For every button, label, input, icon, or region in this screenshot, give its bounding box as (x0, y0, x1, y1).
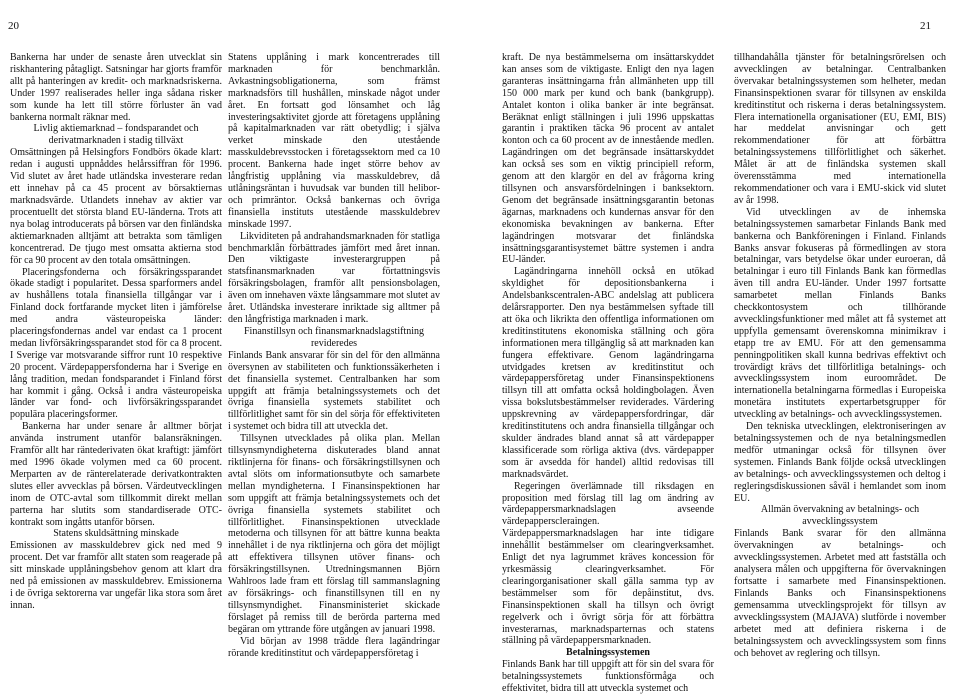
page-number-right: 21 (920, 20, 931, 32)
column-4 (734, 52, 946, 659)
paragraph: Bankerna har under de senaste åren utvecklat sin riskhantering påtagligt. Satsningar har gjorts framför allt på hanteringen av kredit- och marknadsriskerna. Under 1997 realiserades heller inga sådana risker som kunde ha lett till större förluster än vad bankerna normalt räknar med. (10, 52, 222, 123)
page-number-left: 20 (8, 20, 19, 32)
paragraph: kraft. De nya bestämmelserna om insättarskyddet kan anses som de viktigaste. Enligt den nya lagen garanteras insättningarna från allmänheten upp till 150 000 mark per kund och bank (bankgrupp). Antalet konton i olika banker är inte begränsat. Beräknat enligt ställningen i juli 1996 uppskattas garantin i praktiken täcka 96 procent av antalet konton och ca 60 procent av de innestående medlen. Lagändringen om det begränsade insättarskyddet kan också ses som en viktig principiell reform, genom att den klargör en del av frågorna kring tillsynen och ansvarsfördelningen i banksektorn. Genom det begränsade insättningsgarantin betonas ägarnas, marknadens och kundernas ansvar för den ekonomiska bevakningen av bankerna. Efter lagändringen motsvarar det finländska insättningsgarantisystemet bättre systemen i andra EU-länder. (502, 52, 714, 266)
section-heading: Statens skuldsättning minskade (53, 528, 179, 540)
paragraph: Finlands Bank har till uppgift att för sin del svara för betalningssystemets funktionsförmåga och effektivitet, bidra till att utveckla systemet och (502, 659, 714, 695)
paragraph: Vid utvecklingen av de inhemska betalningssystemen samarbetar Finlands Bank med bankerna och Bankföreningen i Finland. Finlands Banks ansvar fokuseras på förmedlingen av stora betalningar, vars betydelse ökar under euroeran, då betalningar i euro till Finlands Bank kan förmedlas även till andra EU-länder. Under 1997 fortsatte samarbetet mellan Finlands Banks checkkontosystem och tillhörande avvecklingsfunktioner med målet att få systemet att uppfylla gemensamt överenskomna minimikrav i etapp tre av EMU. För att den gemensamma penningpolitiken skall kunna bedrivas effektivt och trovärdigt krävs det tillförlitliga betalnings- och avvecklingssystem inom euroområdet. De internationella betalningarna förmedlas i Europeiska monetära institutets expertarbetsgrupper för utveckling av betalnings- och avvecklingssystemen. (734, 206, 946, 421)
paragraph: Finlands Bank svarar för den allmänna övervakningen av betalnings- och avvecklingssystemen. Arbetet med att fastställa och analysera målen och uppgifterna för övervakningen fortsatte i samarbete med Finansinspektionen. Finlands Banks och Finansinspektionens gemensamma utvecklingsprojekt för tillsyn av avvecklingssystem (MAJAVA) slutförde i november arbetet med att definiera riskerna i de betalningssystem och avvecklingssystem som finns och behovet av reglering och tillsyn. (734, 528, 946, 659)
paragraph: Tillsynen utvecklades på olika plan. Mellan tillsynsmyndigheterna diskuterades bland annat riktlinjerna för finans- och försäkringstillsynen och avtal slöts om informationsutbyte och samarbete mellan myndigheterna. I Finansinspektionen har som uppgift att främja betalningssystemets och det övriga finansiella systemets stabilitet och tillförlitlighet. Finansinspektionen utvecklade metoderna och tillsynen för att bättre kunna beakta innehållet i de nya riktlinjerna och göra det möjligt att effektivera tillsynen utöver finans- och försäkringstillsynen. Utredningsmannen Björn Wahlroos lade fram ett förslag till sammanslagning av försäkrings- och finanstillsynen till en ny tillsynsmyndighet. Finansministeriet skickade förslaget på remiss till de berörda parterna med begäran om yttrande före utgången av januari 1998. (228, 433, 440, 635)
section-heading: Allmän övervakning av betalnings- och avvecklingssystem (760, 504, 920, 528)
paragraph: Statens upplåning i mark koncentrerades till marknaden för benchmarklån. Avkastningsobligationerna, som främst marknadsförs till hushållen, minskade något under året. En fortsatt god lönsamhet och låg investeringsaktivitet gjorde att företagens upplåning på kapitalmarknaden var rätt obetydlig; i själva verket minskade den utestående masskuldebrevsstocken i företagssektorn med ca 10 procent. Bankerna hade inget större behov av långfristig upplåning via masskuldebrev, då utlåningsräntan i huvudsak var bunden till helibor- och primräntor. Också bankernas och övriga finansiella instituts utestående masskuldebrev minskade 1997. (228, 52, 440, 230)
section-heading: Finanstillsyn och finansmarknadslagstiftning revideredes (244, 325, 424, 349)
column-3 (502, 52, 714, 695)
paragraph: Den tekniska utvecklingen, elektroniseringen av betalningssystemen och de nya betalningsmedlen medför utmaningar också för tillsynen över systemen. Finlands Bank följde också utvecklingen av betalnings- och avvecklingssystemen och deltog i regleringsdiskussionen såväl i hemlandet som inom EU. (734, 421, 946, 504)
section-heading: Betalningssystemen (566, 647, 650, 659)
paragraph: tillhandahålla tjänster för betalningsrörelsen och avvecklingen av betalningar. Centralbanken övervakar betalningssystemen som helheter, medan Finansinspektionen svarar för tillsynen av enskilda kreditinstitut och riskerna i deras betalningssystem. Flera internationella organisationer (EU, EMI, BIS) har meddelat anvisningar och gett rekommendationer för att förbättra betalningssystemens tillförlitlighet och säkerhet. Målet är att de finländska systemen skall överensstämma med internationella rekommendationer och vara i EMU-skick vid slutet av år 1998. (734, 52, 946, 206)
paragraph: Placeringsfonderna och försäkringssparandet ökade stadigt i popularitet. Dessa sparformers andel av hushållens totala finansiella tillgångar var i Finland dock fortfarande mycket liten i jämförelse med andra västeuropeiska länder: placeringsfondernas andel var endast ca 1 procent medan livförsäkringssparandet stod för ca 8 procent. I Sverige var motsvarande siffror runt 10 respektive 20 procent. Värdepappersfonderna har i Sverige en lång tradition, medan fondsparandet i Finland först har kommit i gång. Också i andra västeuropeiska länder var fond- och livförsäkringssparandet populära placeringsformer. (10, 266, 222, 421)
column-2 (228, 52, 440, 659)
column-1 (10, 52, 222, 612)
paragraph: Lagändringarna innehöll också en utökad skyldighet för depositionsbankerna i Andelsbankscentralen-ABC andelslag att publicera delårsrapporter. Den nya bestämmelsen syftade till att öka och likrikta den offentliga informationen om kreditinstitutens ekonomiska ställning och göra informationen mera tillgänglig så att marknaden kan fungera effektivare. Genom lagändringarna utvidgades kretsen av kreditinstitut och värdepappersföretag under Finansinspektionens tillsyn till att omfatta också holdingbolagen. Även vissa bokslutsbestämmelser reviderades. Värdering uppskrevning av värdepappersfordringar, där kreditinstitutens och andra finansiella tillgångar och skulder ändrades bland annat så att värdepapper klassificerade som rörliga aktiva (dvs. värdepapper som är avsedda för handel) alltid redovisas till marknadsvärdet. (502, 266, 714, 480)
paragraph: Emissionen av masskuldebrev gick ned med 9 procent. Det var framför allt staten som reagerade på sitt minskade upplåningsbehov genom att klart dra ned på emissionen av masskuldebrev. Emissionerna i de övriga sektorerna var ungefär lika stora som året innan. (10, 540, 222, 611)
section-heading: Livlig aktiemarknad – fondsparandet och derivatmarknaden i stadig tillväxt (33, 123, 199, 147)
paragraph: Likviditeten på andrahandsmarknaden för statliga benchmarklån förbättrades jämfört med året innan. Den viktigaste investerargruppen på statsfinansmarknaden var förtattningsvis försäkringsbolagen, framför allt pensionsbolagen, även om innehaven växte långsammare mot slutet av året. Utländska investerare inriktade sig alltmer på den långfristiga marknaden i mark. (228, 230, 440, 325)
paragraph: Bankerna har under senare år alltmer börjat använda instrument utanför balansräkningen. Framför allt har räntederivaten ökat kraftigt: jämfört med 1996 ökade volymen med ca 60 procent. Merparten av de ränterelaterade derivatkontrakten slutes eller avvecklas på börsen. Värdeutvecklingen inom de OTC-avtal som tillkommit direkt mellan parterna har slutits som standardiserade OTC-kontrakt som ingåtts utanför börsen. (10, 421, 222, 528)
paragraph: Vid början av 1998 trädde flera lagändringar rörande kreditinstitut och värdepappersföretag i (228, 635, 440, 659)
paragraph: Finlands Bank ansvarar för sin del för den allmänna översynen av stabiliteten och funktionssäkerheten i det finansiella systemet. Centralbanken har som uppgift att främja betalningssystemets och det övriga finansiella systemets stabilitet och tillförlitlighet samt för sin del sörja för effektiviteten i systemet och bidra till att utveckla det. (228, 349, 440, 433)
paragraph: Regeringen överlämnade till riksdagen en proposition med förslag till lag om ändring av värdepappersmarknadslagen avseende värdepapperscleraingen. Värdepappersmarknadslagen har inte tidigare innehållit bestämmelser om clearingverksamhet. Enligt det nya lagrummet kräves koncession för yrkesmässig clearingverksamhet. För clearingorganisationer skall gälla samma typ av bestämmelser som för depåinstitut, dvs. Finansinspektionen skall ha tillsyn och övrigt regelverk och i övrigt sörja för att förbättra investerarnas, marknadsparternas och statens ställning på värdepappersmarknaden. (502, 480, 714, 647)
paragraph: Omsättningen på Helsingfors Fondbörs ökade klart: redan i augusti uppnåddes helårssiffran för 1996. Vid slutet av året hade utländska investerare redan ett innehav på ca 45 procent av börsaktiernas marknadsvärde. Utlandets innehav av aktier var procentuellt det största bland EU-länderna. Trots att nya bolag introducerats på börsen var den finländska aktiemarknaden alltjämt att betrakta som tämligen koncentrerad. De tjugo mest omsatta aktierna stod för ca 90 procent av den totala omsättningen. (10, 147, 222, 266)
